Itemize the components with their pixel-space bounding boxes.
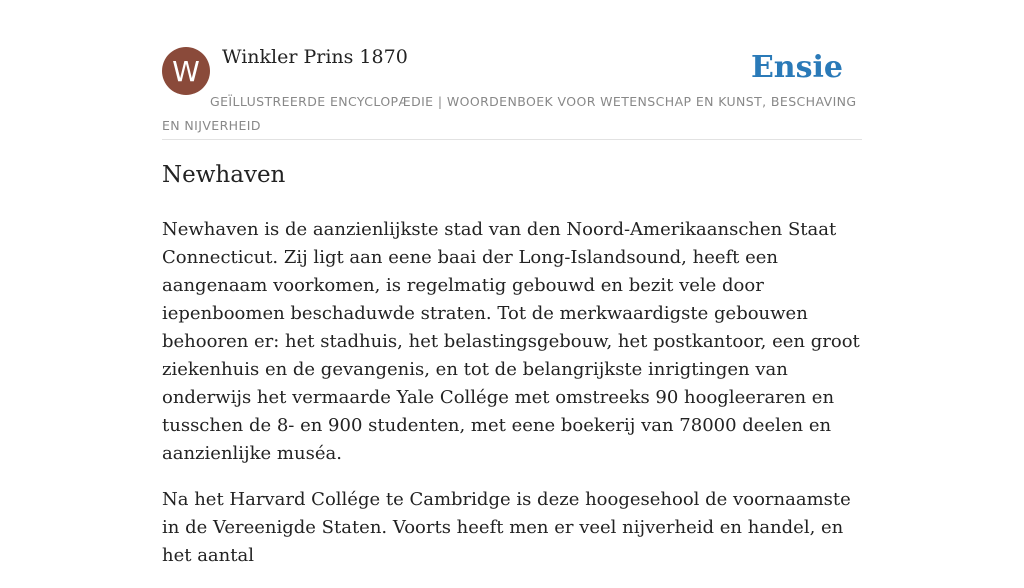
article-paragraph: Newhaven is de aanzienlijkste stad van den Noord-Amerikaanschen Staat Connecticut. Zij ligt aan eene baai der Long-Islandsound, heeft een aangenaam voorkomen, is regelmatig gebouwd en bezit vele door iepenboomen beschaduwde straten. Tot de merkwaardigste gebouwen behooren er: het stadhuis, het belastingsgebouw, het postkantoor, een groot ziekenhuis en de gevangenis, en tot de belangrijkste inrigtingen van onderwijs het vermaarde Yale Collége met omstreeks 90 hoogleeraren en tusschen de 8- en 900 studenten, met eene boekerij van 78000 deelen en aanzienlijke muséa. [162,219,860,464]
source-title[interactable]: Winkler Prins 1870 [222,46,408,68]
source-avatar[interactable]: W [162,47,210,95]
article-headword: Newhaven [162,162,286,188]
header-divider [162,139,862,140]
source-subtitle: GEÏLLUSTREERDE ENCYCLOPÆDIE | WOORDENBOEK VOOR WETENSCHAP EN KUNST, BESCHAVING EN NIJVERHEID [162,94,857,133]
article-body [162,216,862,588]
ensie-logo[interactable]: Ensie [750,50,843,85]
article-paragraph: Na het Harvard Collége te Cambridge is deze hoogesehool de voornaamste in de Vereenigde Staten. Voorts heeft men er veel nijverheid en handel, en het aantal [162,489,851,566]
